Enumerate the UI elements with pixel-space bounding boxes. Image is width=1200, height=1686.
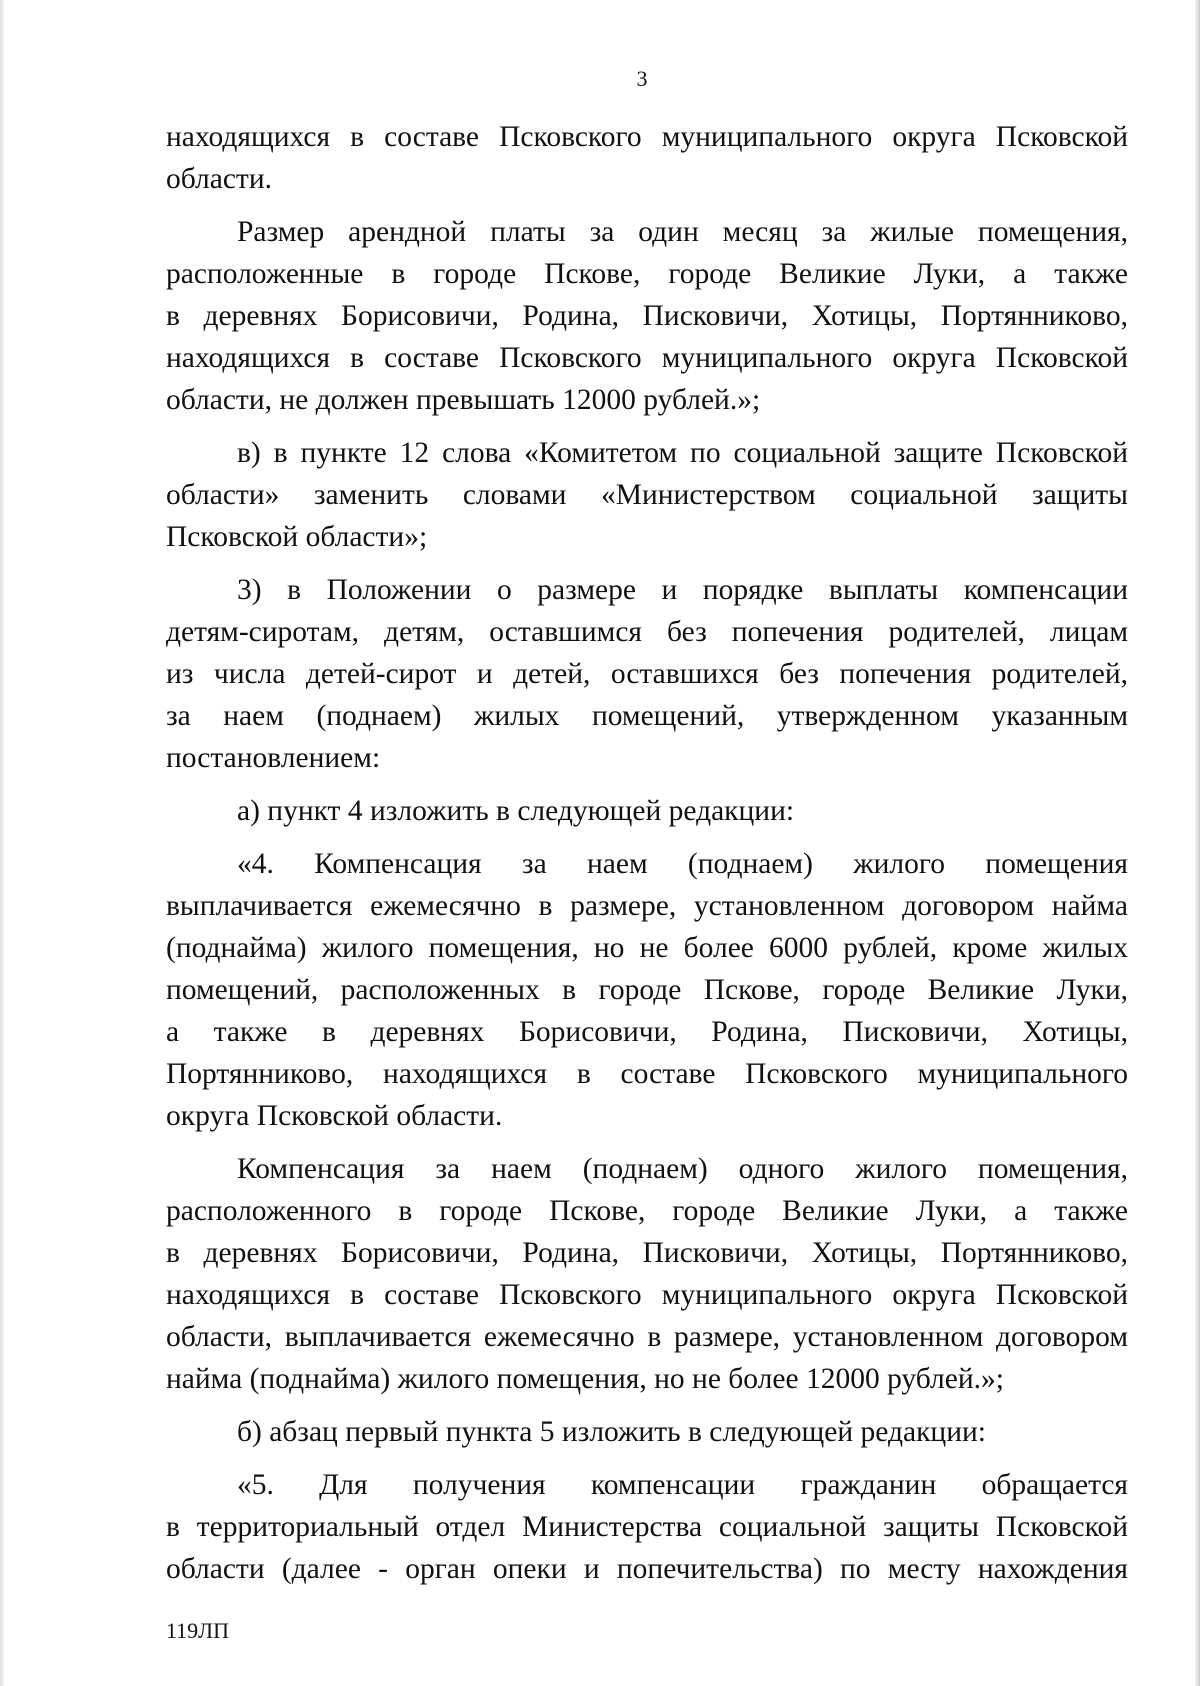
text-line: расположенные в городе Пскове, городе Великие Луки, а также [166,258,1128,290]
text-line: расположенного в городе Пскове, городе Великие Луки, а также [166,1195,1128,1227]
text-line: а также в деревнях Борисовичи, Родина, Писковичи, Хотицы, [166,1016,1128,1048]
text-line: «5. Для получения компенсации гражданин обращается [237,1469,1128,1501]
text-line: детям-сиротам, детям, оставшимся без попечения родителей, лицам [166,616,1128,648]
document-code: 119ЛП [166,1618,229,1643]
text-line: области, не должен превышать 12000 рублей.»; [166,384,761,416]
paragraph [166,1148,1128,1400]
text-line: Компенсация за наем (поднаем) одного жилого помещения, [237,1153,1128,1185]
document-body [166,116,1128,1590]
text-line: Размер арендной платы за один месяц за жилые помещения, [237,216,1128,248]
text-line: а) пункт 4 изложить в следующей редакции: [237,795,795,827]
text-line: области (далее - орган опеки и попечительства) по месту нахождения [166,1553,1128,1585]
paragraph [166,1411,1128,1453]
text-line: области, выплачивается ежемесячно в размере, установленном договором [166,1321,1128,1353]
paragraph [166,843,1128,1137]
paragraph [166,432,1128,558]
text-line: в деревнях Борисовичи, Родина, Писковичи, Хотицы, Портянниково, [166,1237,1128,1269]
paragraph [166,569,1128,779]
text-line: Псковской области»; [166,521,428,553]
text-line: находящихся в составе Псковского муниципального округа Псковской [166,121,1128,153]
text-line: «4. Компенсация за наем (поднаем) жилого помещения [237,848,1128,880]
text-line: находящихся в составе Псковского муниципального округа Псковской [166,342,1128,374]
text-line: округа Псковской области. [166,1100,503,1132]
paragraph [166,211,1128,421]
text-line: помещений, расположенных в городе Пскове, городе Великие Луки, [166,974,1128,1006]
text-line: Портянниково, находящихся в составе Псковского муниципального [166,1058,1128,1090]
text-line: постановлением: [166,742,381,774]
text-line: б) абзац первый пункта 5 изложить в следующей редакции: [237,1416,986,1448]
text-line: в территориальный отдел Министерства социальной защиты Псковской [166,1511,1128,1543]
paragraph [166,1464,1128,1590]
page-number: 3 [636,66,648,91]
text-line: найма (поднайма) жилого помещения, но не более 12000 рублей.»; [166,1363,1004,1395]
text-line: в деревнях Борисовичи, Родина, Писковичи, Хотицы, Портянниково, [166,300,1128,332]
text-line: 3) в Положении о размере и порядке выплаты компенсации [237,574,1128,606]
text-line: из числа детей-сирот и детей, оставшихся без попечения родителей, [166,658,1128,690]
text-line: области. [166,163,272,195]
text-line: в) в пункте 12 слова «Комитетом по социальной защите Псковской [237,437,1128,469]
paragraph [166,790,1128,832]
text-line: находящихся в составе Псковского муниципального округа Псковской [166,1279,1128,1311]
paragraph [166,116,1128,200]
text-line: области» заменить словами «Министерством социальной защиты [166,479,1128,511]
text-line: выплачивается ежемесячно в размере, установленном договором найма [166,890,1128,922]
scan-edge-right [1195,0,1200,1686]
scan-edge-left [0,0,4,1686]
text-line: за наем (поднаем) жилых помещений, утвержденном указанным [166,700,1128,732]
text-line: (поднайма) жилого помещения, но не более 6000 рублей, кроме жилых [166,932,1128,964]
